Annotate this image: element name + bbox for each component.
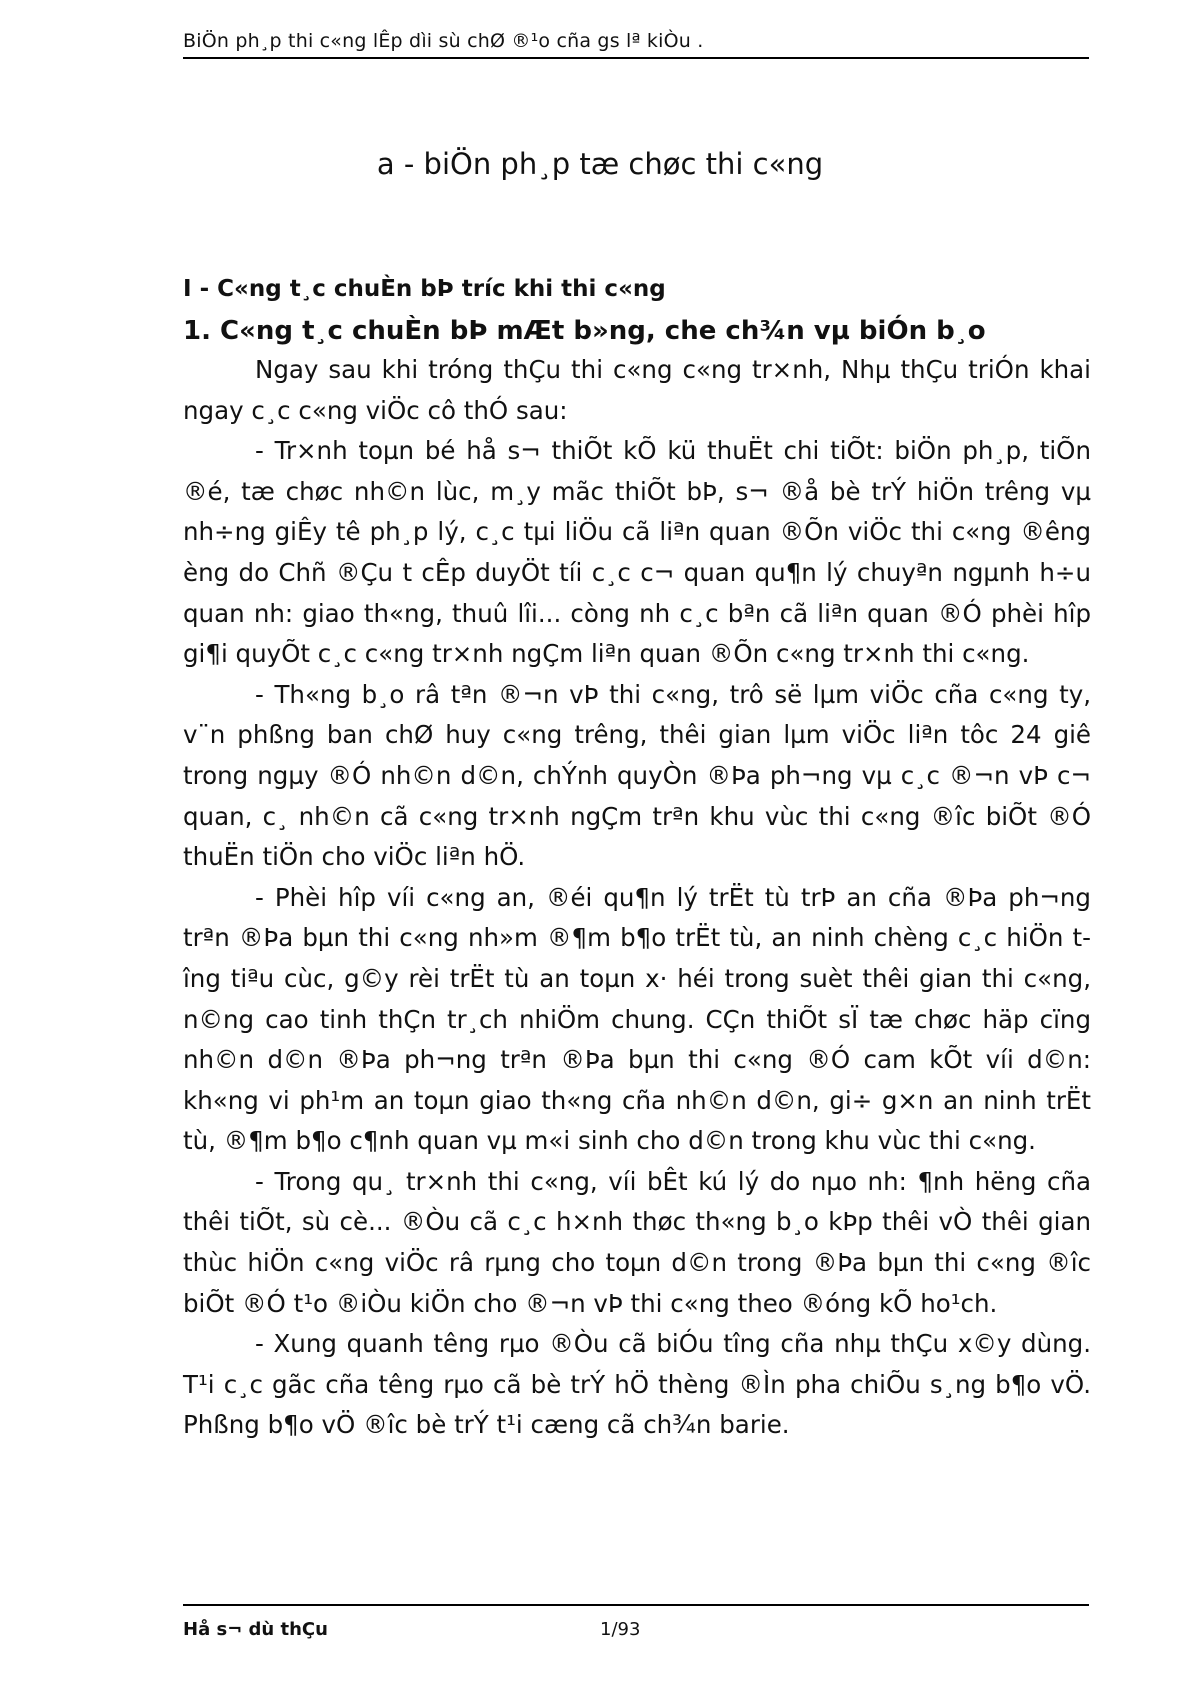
- paragraph-fence: - Xung quanh têng rµo ®Òu cã biÓu tîng cña nhµ thÇu x©y dùng. T¹i c¸c gãc cña têng rµo cã bè trÝ hÖ thèng ®Ìn pha chiÕu s¸ng b¶o vÖ. Phßng b¶o vÖ ®îc bè trÝ t¹i cæng cã ch¾n barie.: [183, 1329, 1091, 1440]
- paragraph-intro: Ngay sau khi tróng thÇu thi c«ng c«ng tr×nh, Nhµ thÇu triÓn khai ngay c¸c c«ng viÖc cô thÓ sau:: [183, 355, 1091, 425]
- paragraph-schedule: - Trong qu¸ tr×nh thi c«ng, víi bÊt kú lý do nµo nh: ¶nh hëng cña thêi tiÕt, sù cè... ®Òu cã c¸c h×nh thøc th«ng b¸o kÞp thêi vÒ thêi gian thùc hiÖn c«ng viÖc râ rµng cho toµn d©n trong ®Þa bµn thi c«ng ®îc biÕt ®Ó t¹o ®iÒu kiÖn cho ®¬n vÞ thi c«ng theo ®óng kÕ ho¹ch.: [183, 1166, 1091, 1318]
- page-number: 1/93: [600, 1619, 641, 1640]
- page-header: BiÖn ph¸p thi c«ng lÊp dìi sù chØ ®¹o cña gs lª kiÒu .: [183, 30, 704, 52]
- header-divider: [183, 57, 1089, 59]
- paragraph-notice: - Th«ng b¸o râ tªn ®¬n vÞ thi c«ng, trô së lµm viÖc cña c«ng ty, v¨n phßng ban chØ huy c«ng trêng, thêi gian lµm viÖc liªn tôc 24 giê trong ngµy ®Ó nh©n d©n, chÝnh quyÒn ®Þa ph¬ng vµ c¸c ®¬n vÞ c¬ quan, c¸ nh©n cã c«ng tr×nh ngÇm trªn khu vùc thi c«ng ®îc biÕt ®Ó thuËn tiÖn cho viÖc liªn hÖ.: [183, 679, 1091, 872]
- paragraph-security: - Phèi hîp víi c«ng an, ®éi qu¶n lý trËt tù trÞ an cña ®Þa ph¬ng trªn ®Þa bµn thi c«ng nh»m ®¶m b¶o trËt tù, an ninh chèng c¸c hiÖn tîng tiªu cùc, g©y rèi trËt tù an toµn x· héi trong suèt thêi gian thi c«ng, n©ng cao tinh thÇn tr¸ch nhiÖm chung. CÇn thiÕt sÏ tæ chøc häp cïng nh©n d©n ®Þa ph¬ng trªn ®Þa bµn thi c«ng ®Ó cam kÕt víi d©n: kh«ng vi ph¹m an toµn giao th«ng cña nh©n d©n, gi÷ g×n an ninh trËt tù, ®¶m b¶o c¶nh quan vµ m«i sinh cho d©n trong khu vùc thi c«ng.: [183, 882, 1091, 1156]
- document-title: a - biÖn ph¸p tæ chøc thi c«ng: [376, 147, 824, 181]
- subsection-heading: 1. C«ng t¸c chuÈn bÞ mÆt b»ng, che ch¾n vµ biÓn b¸o: [183, 316, 986, 346]
- footer-label: Hå s¬ dù thÇu: [183, 1619, 328, 1640]
- body-text: [183, 350, 1091, 1446]
- paragraph-documents: - Tr×nh toµn bé hå s¬ thiÕt kÕ kü thuËt chi tiÕt: biÖn ph¸p, tiÕn ®é, tæ chøc nh©n lùc, m¸y mãc thiÕt bÞ, s¬ ®å bè trÝ hiÖn trêng vµ nh÷ng giÊy tê ph¸p lý, c¸c tµi liÖu cã liªn quan ®Õn viÖc thi c«ng ®êng èng do Chñ ®Çu t cÊp duyÖt tíi c¸c c¬ quan qu¶n lý chuyªn ngµnh h÷u quan nh: giao th«ng, thuû lîi... còng nh c¸c bªn cã liªn quan ®Ó phèi hîp gi¶i quyÕt c¸c c«ng tr×nh ngÇm liªn quan ®Õn c«ng tr×nh thi c«ng.: [183, 436, 1091, 669]
- section-heading: I - C«ng t¸c chuÈn bÞ tríc khi thi c«ng: [183, 276, 666, 302]
- footer-divider: [183, 1604, 1089, 1606]
